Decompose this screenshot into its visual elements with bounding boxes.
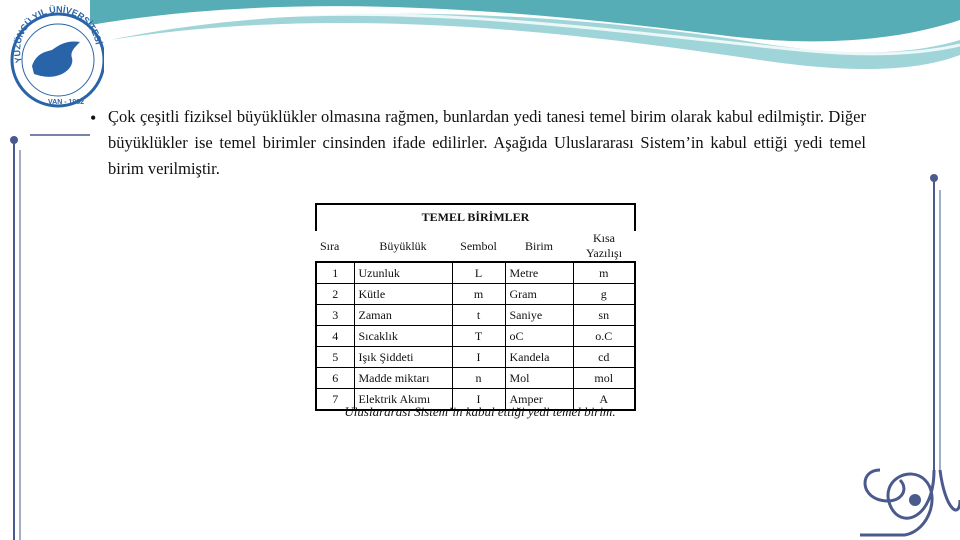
cell-birim: Saniye <box>505 305 573 326</box>
units-table <box>315 203 636 411</box>
bullet-icon: • <box>90 108 97 128</box>
cell-sembol: t <box>452 305 505 326</box>
cell-sembol: I <box>452 347 505 368</box>
cell-sira: 1 <box>316 262 354 284</box>
cell-buyukluk: Zaman <box>354 305 452 326</box>
cell-buyukluk: Işık Şiddeti <box>354 347 452 368</box>
knot-ornament <box>860 470 960 535</box>
cell-birim: Gram <box>505 284 573 305</box>
cell-sira: 7 <box>316 389 354 411</box>
bullet-paragraph <box>90 104 866 182</box>
paragraph-text: Çok çeşitli fiziksel büyüklükler olmasına rağmen, bunlardan yedi tanesi temel birim olarak kabul edilmiştir. Diğer büyüklükler ise temel birimler cinsinden ifade edilirler. Aşağıda Uluslararası Sistem’in kabul ettiği yedi temel birim verilmiştir. <box>108 107 866 178</box>
cell-birim: Metre <box>505 262 573 284</box>
cell-sira: 4 <box>316 326 354 347</box>
table-row <box>316 368 635 389</box>
col-header-kisa-yazilisi: Kısa Yazılışı <box>573 231 635 262</box>
university-logo <box>8 4 104 114</box>
cell-sira: 3 <box>316 305 354 326</box>
cell-buyukluk: Elektrik Akımı <box>354 389 452 411</box>
table-row <box>316 305 635 326</box>
cell-kisa: m <box>573 262 635 284</box>
cell-buyukluk: Uzunluk <box>354 262 452 284</box>
cell-sira: 5 <box>316 347 354 368</box>
cell-kisa: o.C <box>573 326 635 347</box>
col-header-sira: Sıra <box>316 231 354 262</box>
logo-seal-icon <box>8 4 104 114</box>
table-row <box>316 262 635 284</box>
cell-kisa: g <box>573 284 635 305</box>
col-header-buyukluk: Büyüklük <box>354 231 452 262</box>
cell-birim: oC <box>505 326 573 347</box>
cell-buyukluk: Sıcaklık <box>354 326 452 347</box>
cell-buyukluk: Madde miktarı <box>354 368 452 389</box>
svg-text:VAN - 1982: VAN - 1982 <box>48 99 85 106</box>
col-header-birim: Birim <box>505 231 573 262</box>
cell-sembol: n <box>452 368 505 389</box>
cell-buyukluk: Kütle <box>354 284 452 305</box>
table-row <box>316 284 635 305</box>
table-title: TEMEL BİRİMLER <box>316 204 635 231</box>
cell-sembol: I <box>452 389 505 411</box>
cell-birim: Mol <box>505 368 573 389</box>
table-caption: Uluslararası Sistem’in kabul ettiği yedi temel birim. <box>344 404 616 419</box>
cell-birim: Amper <box>505 389 573 411</box>
cell-kisa: sn <box>573 305 635 326</box>
cell-birim: Kandela <box>505 347 573 368</box>
cell-kisa: cd <box>573 347 635 368</box>
cell-sira: 6 <box>316 368 354 389</box>
table-row <box>316 347 635 368</box>
cell-sira: 2 <box>316 284 354 305</box>
cell-sembol: m <box>452 284 505 305</box>
svg-text:YÜZÜNCÜ YIL ÜNİVERSİTESİ: YÜZÜNCÜ YIL ÜNİVERSİTESİ <box>12 4 104 64</box>
cell-kisa: mol <box>573 368 635 389</box>
table-row <box>316 326 635 347</box>
cell-kisa: A <box>573 389 635 411</box>
col-header-sembol: Sembol <box>452 231 505 262</box>
cell-sembol: L <box>452 262 505 284</box>
cell-sembol: T <box>452 326 505 347</box>
